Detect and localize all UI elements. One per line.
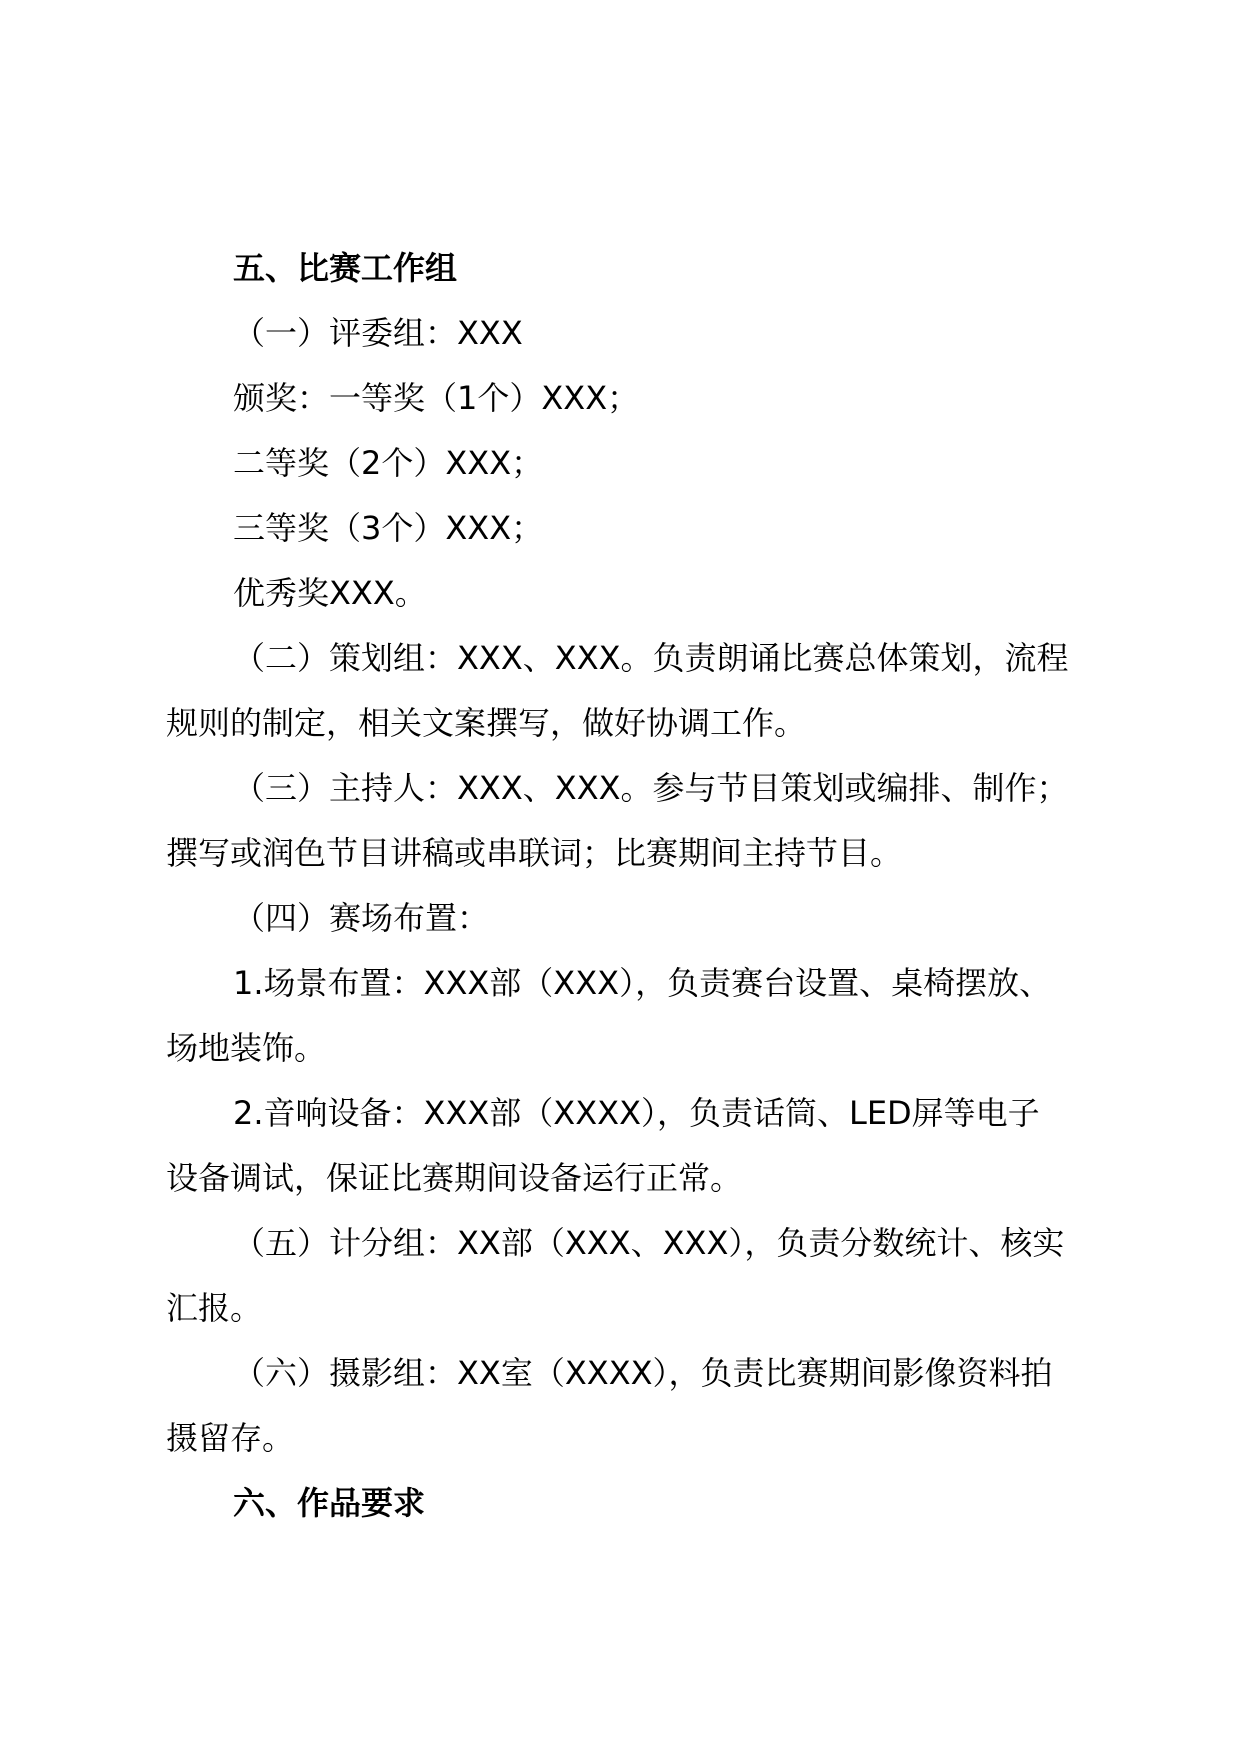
hosts-line-1: （三）主持人：XXX、XXX。参与节目策划或编排、制作； — [233, 769, 1069, 807]
judges-group-line: （一）评委组：XXX — [233, 314, 523, 352]
award-third-line: 三等奖（3个）XXX； — [233, 509, 544, 547]
section-heading-work-requirements: 六、作品要求 — [233, 1484, 426, 1522]
audio-line-1: 2.音响设备：XXX部（XXXX），负责话筒、LED屏等电子 — [233, 1094, 1040, 1132]
scene-line-1: 1.场景布置：XXX部（XXX），负责赛台设置、桌椅摆放、 — [233, 964, 1052, 1002]
award-first-line: 颁奖：一等奖（1个）XXX； — [233, 379, 640, 417]
venue-title: （四）赛场布置： — [233, 899, 490, 937]
audio-equipment-paragraph — [166, 1081, 1126, 1211]
scene-line-2: 场地装饰。 — [166, 1029, 327, 1067]
scoring-line-2: 汇报。 — [166, 1289, 263, 1327]
audio-line-2: 设备调试，保证比赛期间设备运行正常。 — [166, 1159, 743, 1197]
section-heading-work-group: 五、比赛工作组 — [233, 249, 458, 287]
photo-group-paragraph — [166, 1341, 1126, 1471]
photo-line-1: （六）摄影组：XX室（XXXX），负责比赛期间影像资料拍 — [233, 1354, 1053, 1392]
photo-line-2: 摄留存。 — [166, 1419, 295, 1457]
hosts-line-2: 撰写或润色节目讲稿或串联词；比赛期间主持节目。 — [166, 834, 903, 872]
award-excellence-line: 优秀奖XXX。 — [233, 574, 427, 612]
scoring-line-1: （五）计分组：XX部（XXX、XXX），负责分数统计、核实 — [233, 1224, 1065, 1262]
planning-line-2: 规则的制定，相关文案撰写，做好协调工作。 — [166, 704, 807, 742]
document-page — [166, 236, 1126, 1536]
hosts-paragraph — [166, 756, 1126, 886]
planning-line-1: （二）策划组：XXX、XXX。负责朗诵比赛总体策划，流程 — [233, 639, 1069, 677]
scoring-group-paragraph — [166, 1211, 1126, 1341]
scene-setup-paragraph — [166, 951, 1126, 1081]
award-second-line: 二等奖（2个）XXX； — [233, 444, 544, 482]
planning-group-paragraph — [166, 626, 1126, 756]
